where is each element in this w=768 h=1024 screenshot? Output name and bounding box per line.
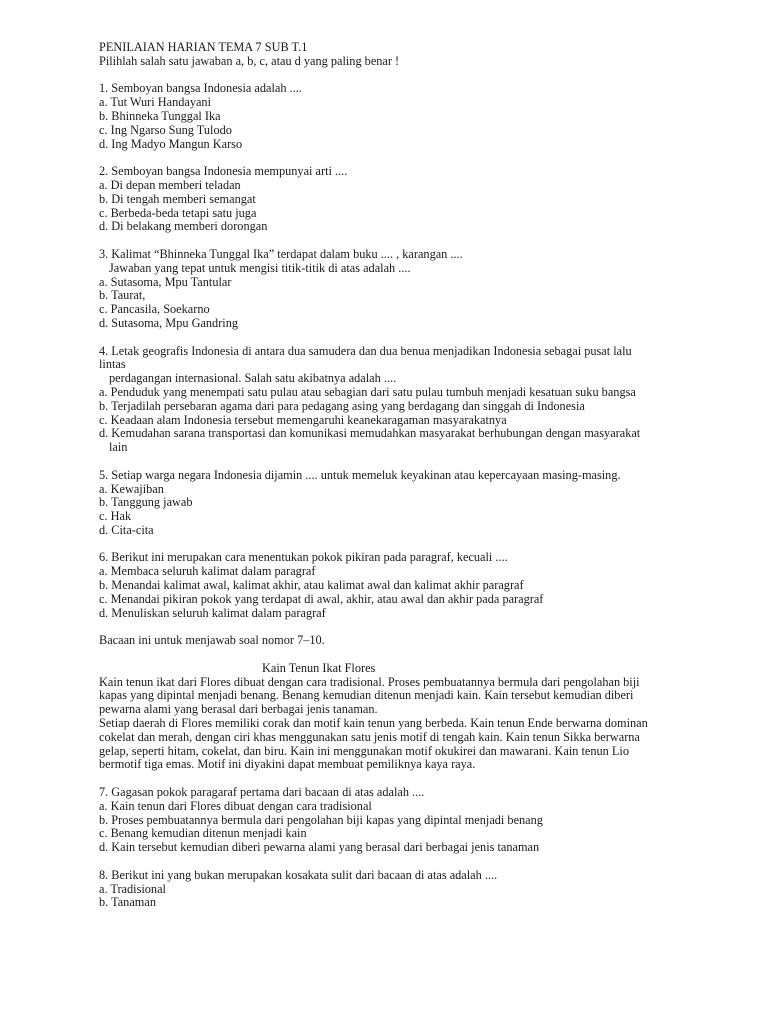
answer-option: a. Kain tenun dari Flores dibuat dengan cara tradisional xyxy=(99,798,372,813)
question-block xyxy=(99,82,739,165)
answer-option: c. Menandai pikiran pokok yang terdapat di awal, akhir, atau awal dan akhir pada paragraf xyxy=(99,591,544,606)
answer-option: c. Pancasila, Soekarno xyxy=(99,302,210,317)
answer-option: a. Membaca seluruh kalimat dalam paragraf xyxy=(99,564,316,579)
question-stem-line: Jawaban yang tepat untuk mengisi titik-titik di atas adalah .... xyxy=(109,260,411,275)
questions-section-1-6 xyxy=(99,82,739,634)
answer-option: b. Tanggung jawab xyxy=(99,495,193,510)
question-stem-line: 2. Semboyan bangsa Indonesia mempunyai arti .... xyxy=(99,164,348,179)
answer-option-continuation: lain xyxy=(109,440,128,455)
answer-option: b. Proses pembuatannya bermula dari pengolahan biji kapas yang dipintal menjadi benang xyxy=(99,812,543,827)
answer-option: b. Taurat, xyxy=(99,288,146,303)
reading-intro: Bacaan ini untuk menjawab soal nomor 7–10. xyxy=(99,633,325,648)
answer-option: a. Kewajiban xyxy=(99,481,164,496)
answer-option: c. Ing Ngarso Sung Tulodo xyxy=(99,122,232,137)
question-block xyxy=(99,165,739,248)
answer-option: a. Di depan memberi teladan xyxy=(99,177,241,192)
question-stem-line: perdagangan internasional. Salah satu akibatnya adalah .... xyxy=(109,371,397,386)
answer-option: d. Kemudahan sarana transportasi dan komunikasi memudahkan masyarakat berhubungan dengan masyarakat xyxy=(99,426,641,441)
answer-option: a. Tut Wuri Handayani xyxy=(99,95,211,110)
answer-option: d. Cita-cita xyxy=(99,522,154,537)
question-stem-line: 7. Gagasan pokok paragaraf pertama dari bacaan di atas adalah .... xyxy=(99,785,425,800)
answer-option: b. Menandai kalimat awal, kalimat akhir, atau kalimat awal dan kalimat akhir paragraf xyxy=(99,578,524,593)
answer-option: d. Ing Madyo Mangun Karso xyxy=(99,136,243,151)
question-block xyxy=(99,869,739,924)
answer-option: d. Sutasoma, Mpu Gandring xyxy=(99,315,239,330)
reading-line: Setiap daerah di Flores memiliki corak dan motif kain tenun yang berbeda. Kain tenun Ende berwarna dominan xyxy=(99,716,648,731)
question-stem-line: 3. Kalimat “Bhinneka Tunggal Ika” terdapat dalam buku .... , karangan .... xyxy=(99,246,463,261)
reading-line: cokelat dan merah, dengan ciri khas menggunakan satu jenis motif di tengah kain. Kain tenun Sikka berwarna xyxy=(99,729,640,744)
answer-option: d. Menuliskan seluruh kalimat dalam paragraf xyxy=(99,605,326,620)
answer-option: d. Di belakang memberi dorongan xyxy=(99,219,268,234)
question-block xyxy=(99,345,739,469)
answer-option: b. Terjadilah persebaran agama dari para pedagang asing yang berdagang dan singgah di Indonesia xyxy=(99,398,585,413)
reading-line: pewarna alami yang berasal dari berbagai jenis tanaman. xyxy=(99,702,378,717)
instruction-text: Pilihlah salah satu jawaban a, b, c, atau d yang paling benar ! xyxy=(99,53,400,68)
answer-option: d. Kain tersebut kemudian diberi pewarna alami yang berasal dari berbagai jenis tanaman xyxy=(99,840,540,855)
reading-line: kapas yang dipintal menjadi benang. Benang kemudian ditenun menjadi kain. Kain tersebut kemudian diberi xyxy=(99,688,634,703)
worksheet-title: PENILAIAN HARIAN TEMA 7 SUB T.1 xyxy=(99,40,308,54)
reading-line: gelap, seperti hitam, cokelat, dan biru. Kain ini menggunakan motif okukirei dan mawarani. Kain tenun Lio xyxy=(99,743,629,758)
reading-line: Kain tenun ikat dari Flores dibuat dengan cara tradisional. Proses pembuatannya bermula dari pengolahan biji xyxy=(99,674,640,689)
answer-option: c. Berbeda-beda tetapi satu juga xyxy=(99,205,257,220)
question-block xyxy=(99,551,739,634)
answer-option: c. Keadaan alam Indonesia tersebut memengaruhi keanekaragaman masyarakatnya xyxy=(99,412,507,427)
answer-option: a. Tradisional xyxy=(99,881,166,896)
answer-option: b. Bhinneka Tunggal Ika xyxy=(99,108,221,123)
reading-title: Kain Tenun Ikat Flores xyxy=(262,660,376,675)
question-stem-line: lintas xyxy=(99,357,126,372)
answer-option: a. Penduduk yang menempati satu pulau atau sebagian dari satu pulau tumbuh menjadi kesatuan suku bangsa xyxy=(99,384,636,399)
question-block xyxy=(99,786,739,869)
reading-paragraph-1 xyxy=(99,676,739,717)
answer-option: b. Tanaman xyxy=(99,895,156,910)
question-stem-line: 8. Berikut ini yang bukan merupakan kosakata sulit dari bacaan di atas adalah .... xyxy=(99,867,498,882)
answer-option: c. Hak xyxy=(99,509,132,524)
reading-line: bermotif tiga emas. Motif ini diyakini dapat membuat pemiliknya kaya raya. xyxy=(99,757,476,772)
question-stem-line: 1. Semboyan bangsa Indonesia adalah .... xyxy=(99,81,302,96)
reading-paragraph-2 xyxy=(99,717,739,772)
answer-option: b. Di tengah memberi semangat xyxy=(99,191,256,206)
question-block xyxy=(99,469,739,552)
question-stem-line: 4. Letak geografis Indonesia di antara dua samudera dan dua benua menjadikan Indonesia sebagai pusat lalu xyxy=(99,343,632,358)
worksheet-document xyxy=(99,41,739,924)
questions-section-7-8 xyxy=(99,786,739,924)
answer-option: a. Sutasoma, Mpu Tantular xyxy=(99,274,232,289)
question-stem-line: 6. Berikut ini merupakan cara menentukan pokok pikiran pada paragraf, kecuali .... xyxy=(99,550,508,565)
question-block xyxy=(99,248,739,345)
answer-option: c. Benang kemudian ditenun menjadi kain xyxy=(99,826,307,841)
question-stem-line: 5. Setiap warga negara Indonesia dijamin .... untuk memeluk keyakinan atau kepercayaan masing-masing. xyxy=(99,467,621,482)
